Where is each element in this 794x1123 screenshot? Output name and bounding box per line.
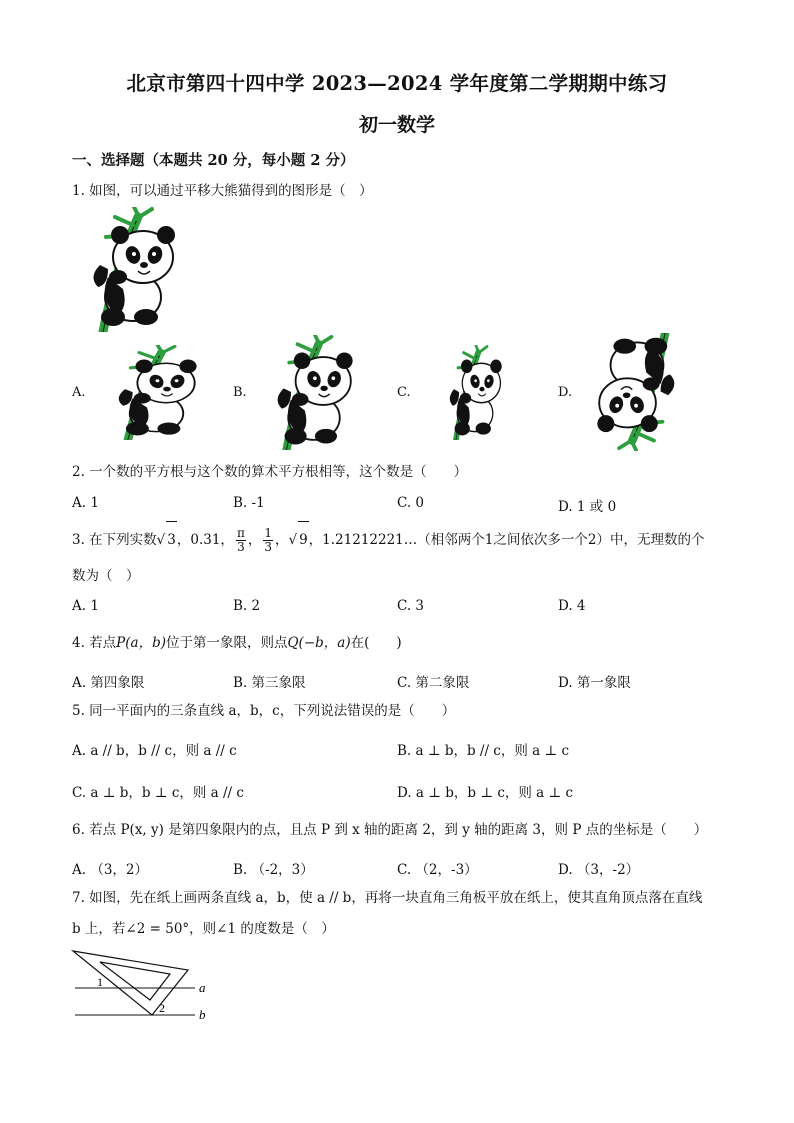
question-2: 2. 一个数的平方根与这个数的算术平方根相等，这个数是（ ） xyxy=(72,464,468,480)
q4-option-c: C. 第二象限 xyxy=(397,675,470,691)
q1-option-a-label: A. xyxy=(72,385,86,400)
panda-option-c xyxy=(440,345,510,440)
question-4: 4. 若点P(a，b)位于第一象限，则点Q(−b，a)在( ) xyxy=(72,635,402,651)
q2-option-d: D. 1 或 0 xyxy=(558,499,617,515)
panda-original-figure xyxy=(78,207,188,332)
q2-option-b: B. -1 xyxy=(233,495,265,511)
q4-option-b: B. 第三象限 xyxy=(233,675,306,691)
sqrt-3: 3 xyxy=(166,521,177,558)
fraction-pi-over-3: $\frac{\pi}{3}$ xyxy=(236,526,245,554)
q5-option-c: C. a ⊥ b，b ⊥ c，则 a // c xyxy=(72,785,244,801)
q3-option-b: B. 2 xyxy=(233,598,261,614)
question-3-line2: 数为（ ） xyxy=(72,568,140,584)
q6-option-a: A. （3，2） xyxy=(72,862,149,878)
section-heading: 一、选择题（本题共 20 分，每小题 2 分） xyxy=(72,152,355,169)
q1-option-c-label: C. xyxy=(397,385,411,400)
triangle-outer xyxy=(73,951,188,1015)
page-subtitle: 初一数学 xyxy=(358,114,435,136)
q3-option-c: C. 3 xyxy=(397,598,425,614)
q5-option-b: B. a ⊥ b，b // c，则 a ⊥ c xyxy=(397,743,570,759)
panda-option-d-rotated xyxy=(582,333,692,451)
panda-option-a xyxy=(104,345,209,440)
line-b-label: b xyxy=(199,1007,206,1022)
q3-prefix: 3. 在下列实数 xyxy=(72,532,157,548)
point-p: P(a，b) xyxy=(116,635,166,651)
q6-option-c: C. （2，-3） xyxy=(397,862,478,878)
q1-option-d-label: D. xyxy=(558,385,573,400)
q2-option-c: C. 0 xyxy=(397,495,425,511)
question-5: 5. 同一平面内的三条直线 a，b，c，下列说法错误的是（ ） xyxy=(72,703,456,719)
q2-option-a: A. 1 xyxy=(72,495,99,511)
angle-2-label: 2 xyxy=(159,1001,165,1015)
sqrt-9: 9 xyxy=(298,521,309,558)
question-7-line2: b 上，若∠2 = 50°，则∠1 的度数是（ ） xyxy=(72,921,335,937)
q4-option-a: A. 第四象限 xyxy=(72,675,145,691)
question-3: 3. 在下列实数√ 3，0.31， $\frac{\pi}{3}$ ， $\frac{1}{3}$ ，√ 9，1.21212221…（相邻两个1之间依次多一个2）中，无理数的个 xyxy=(72,521,704,558)
line-a-label: a xyxy=(199,980,206,995)
question-1: 1. 如图，可以通过平移大熊猫得到的图形是（ ） xyxy=(72,183,373,199)
q3-option-d: D. 4 xyxy=(558,598,586,614)
q4-option-d: D. 第一象限 xyxy=(558,675,631,691)
question-6: 6. 若点 P(x, y) 是第四象限内的点，且点 P 到 x 轴的距离 2，到 y 轴的距离 3，则 P 点的坐标是（ ） xyxy=(72,822,708,838)
q6-option-b: B. （-2，3） xyxy=(233,862,314,878)
q6-option-d: D. （3，-2） xyxy=(558,862,640,878)
triangle-parallel-lines-figure xyxy=(70,948,220,1023)
question-7-line1: 7. 如图，先在纸上画两条直线 a，b，使 a // b，再将一块直角三角板平放在纸上，使其直角顶点落在直线 xyxy=(72,890,703,906)
q3-mid: ，0.31， xyxy=(176,532,234,548)
q5-option-a: A. a // b，b // c，则 a // c xyxy=(72,743,237,759)
q3-tail: ，1.21212221…（相邻两个1之间依次多一个2）中，无理数的个 xyxy=(308,532,705,548)
page-title: 北京市第四十四中学 2023—2024 学年度第二学期期中练习 xyxy=(126,72,668,95)
angle-1-label: 1 xyxy=(97,975,103,989)
fraction-1-over-3: $\frac{1}{3}$ xyxy=(264,526,272,554)
point-q: Q(−b，a) xyxy=(287,635,351,651)
q3-option-a: A. 1 xyxy=(72,598,99,614)
panda-option-b xyxy=(259,335,369,450)
q5-option-d: D. a ⊥ b，b ⊥ c，则 a ⊥ c xyxy=(397,785,574,801)
q1-option-b-label: B. xyxy=(233,385,247,400)
